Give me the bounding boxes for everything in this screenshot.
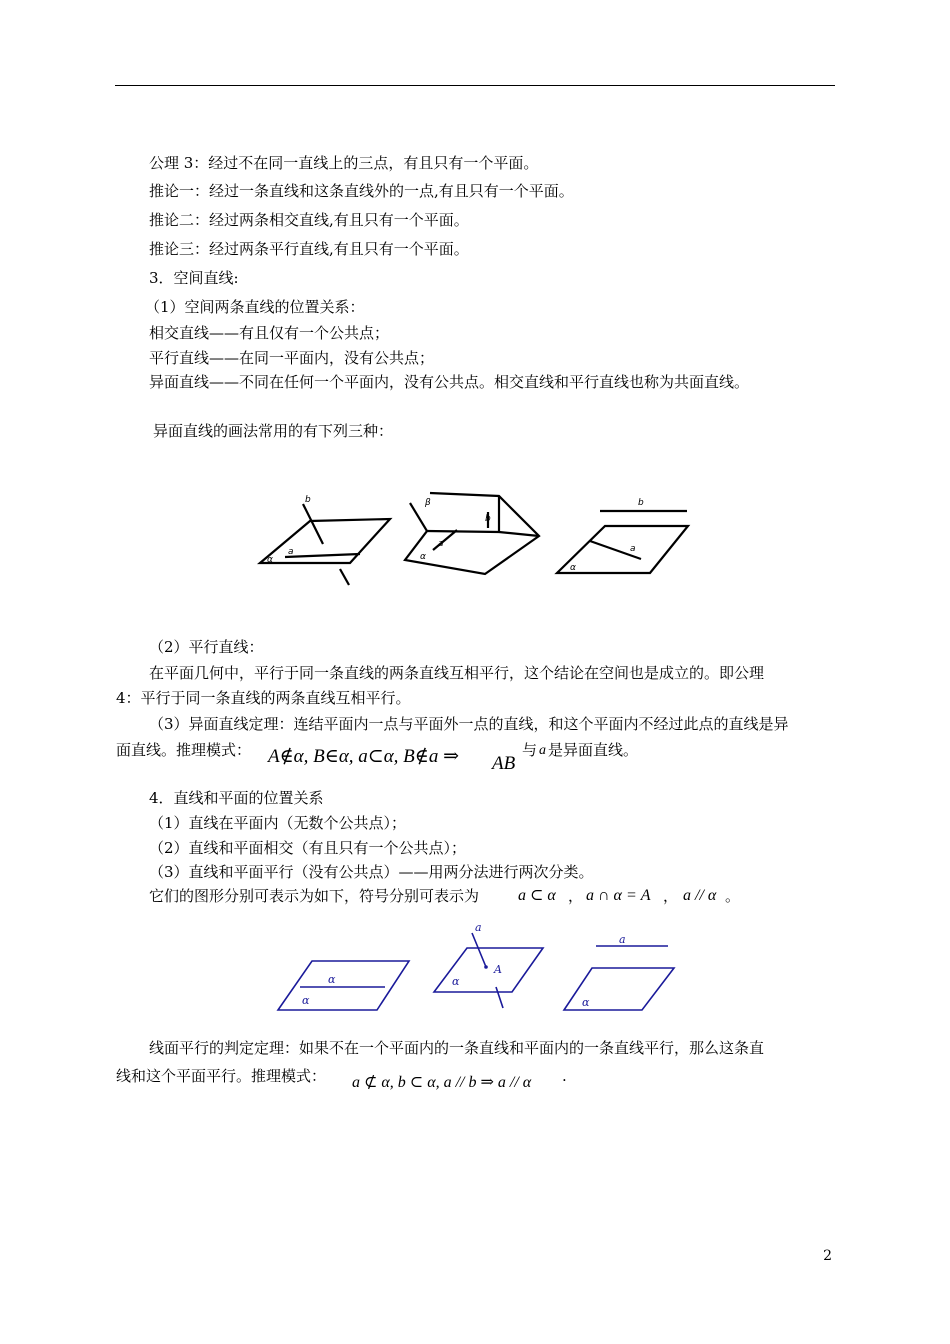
criterion-line2: 线和这个平面平行。推理模式： bbox=[116, 1067, 327, 1085]
fig1-label: a bbox=[630, 544, 636, 554]
corollary-2: 推论二：经过两条相交直线,有且只有一个平面。 bbox=[149, 211, 469, 229]
skew-drawing-intro: 异面直线的画法常用的有下列三种： bbox=[153, 422, 394, 440]
fig2-label: α bbox=[582, 996, 590, 1009]
corollary-3: 推论三：经过两条平行直线,有且只有一个平面。 bbox=[149, 240, 469, 258]
skew-lines-def: 异面直线——不同在任何一个平面内，没有公共点。相交直线和平行直线也称为共面直线。 bbox=[149, 373, 750, 391]
axiom-3: 公理 3：经过不在同一直线上的三点，有且只有一个平面。 bbox=[149, 154, 539, 172]
skew-a-symbol: a bbox=[539, 743, 546, 758]
symbol-intro: 它们的图形分别可表示为如下，符号分别可表示为 bbox=[149, 887, 480, 905]
fig1-label: a bbox=[438, 539, 444, 549]
skew-lines-figure bbox=[255, 488, 700, 593]
fig1-label: α bbox=[420, 552, 426, 562]
fig2-label: A bbox=[494, 963, 502, 976]
subsection-2-heading: （2）平行直线： bbox=[149, 638, 264, 656]
fig1-label: b bbox=[638, 498, 644, 508]
fig1-label: β bbox=[425, 498, 431, 508]
fig1-label: α bbox=[267, 555, 273, 565]
criterion-line1: 线面平行的判定定理：如果不在一个平面内的一条直线和平面内的一条直线平行，那么这条直 bbox=[149, 1039, 765, 1057]
relation-end: 。 bbox=[725, 887, 741, 905]
skew-premise-formula: A∉α, B∈α, a⊂α, B∉a ⇒ bbox=[268, 746, 460, 767]
relation-intersect: a ∩ α = A bbox=[586, 887, 651, 904]
fig2-label: α bbox=[328, 973, 336, 986]
fig1-label: b bbox=[485, 514, 491, 524]
fig2-label: a bbox=[475, 921, 482, 934]
relation-in-plane: a ⊂ α bbox=[518, 887, 556, 904]
line-parallel-plane: （3）直线和平面平行（没有公共点）——用两分法进行两次分类。 bbox=[149, 863, 594, 881]
intersecting-lines-def: 相交直线——有且仅有一个公共点； bbox=[149, 324, 390, 342]
parallel-lines-def: 平行直线——在同一平面内，没有公共点； bbox=[149, 349, 435, 367]
skew-theorem-line2: 面直线。推理模式： bbox=[116, 741, 252, 759]
criterion-end: . bbox=[562, 1067, 567, 1085]
fig2-label: a bbox=[619, 933, 626, 946]
section-3-heading: 3．空间直线: bbox=[149, 269, 239, 287]
relation-sep: ， bbox=[663, 887, 679, 905]
fig2-label: α bbox=[452, 975, 460, 988]
fig2-label: α bbox=[302, 994, 310, 1007]
axiom-4-line1: 在平面几何中，平行于同一条直线的两条直线互相平行，这个结论在空间也是成立的。即公理 bbox=[149, 664, 765, 682]
skew-with-text: 与 bbox=[522, 741, 538, 759]
criterion-formula: a ⊄ α, b ⊂ α, a // b ⇒ a // α bbox=[352, 1074, 532, 1091]
relation-parallel: a // α bbox=[683, 887, 717, 904]
page-number: 2 bbox=[823, 1248, 832, 1264]
axiom-4-line2: 4：平行于同一条直线的两条直线互相平行。 bbox=[116, 689, 411, 707]
header-rule bbox=[115, 85, 835, 86]
fig1-label: a bbox=[288, 547, 294, 557]
subsection-1-heading: （1）空间两条直线的位置关系： bbox=[145, 298, 365, 316]
skew-theorem-line1: （3）异面直线定理：连结平面内一点与平面外一点的直线，和这个平面内不经过此点的直线是异 bbox=[149, 715, 789, 733]
line-plane-figure bbox=[272, 915, 677, 1015]
fig1-label: b bbox=[305, 495, 311, 505]
corollary-1: 推论一：经过一条直线和这条直线外的一点,有且只有一个平面。 bbox=[149, 182, 574, 200]
line-intersects-plane: （2）直线和平面相交（有且只有一个公共点）； bbox=[149, 839, 467, 857]
skew-ab-formula: AB bbox=[492, 753, 516, 774]
section-4-heading: 4．直线和平面的位置关系 bbox=[149, 789, 324, 807]
fig1-label: α bbox=[570, 563, 576, 573]
skew-conclusion-text: 是异面直线。 bbox=[548, 741, 639, 759]
line-in-plane: （1）直线在平面内（无数个公共点）； bbox=[149, 814, 407, 832]
relation-sep: ， bbox=[568, 887, 584, 905]
